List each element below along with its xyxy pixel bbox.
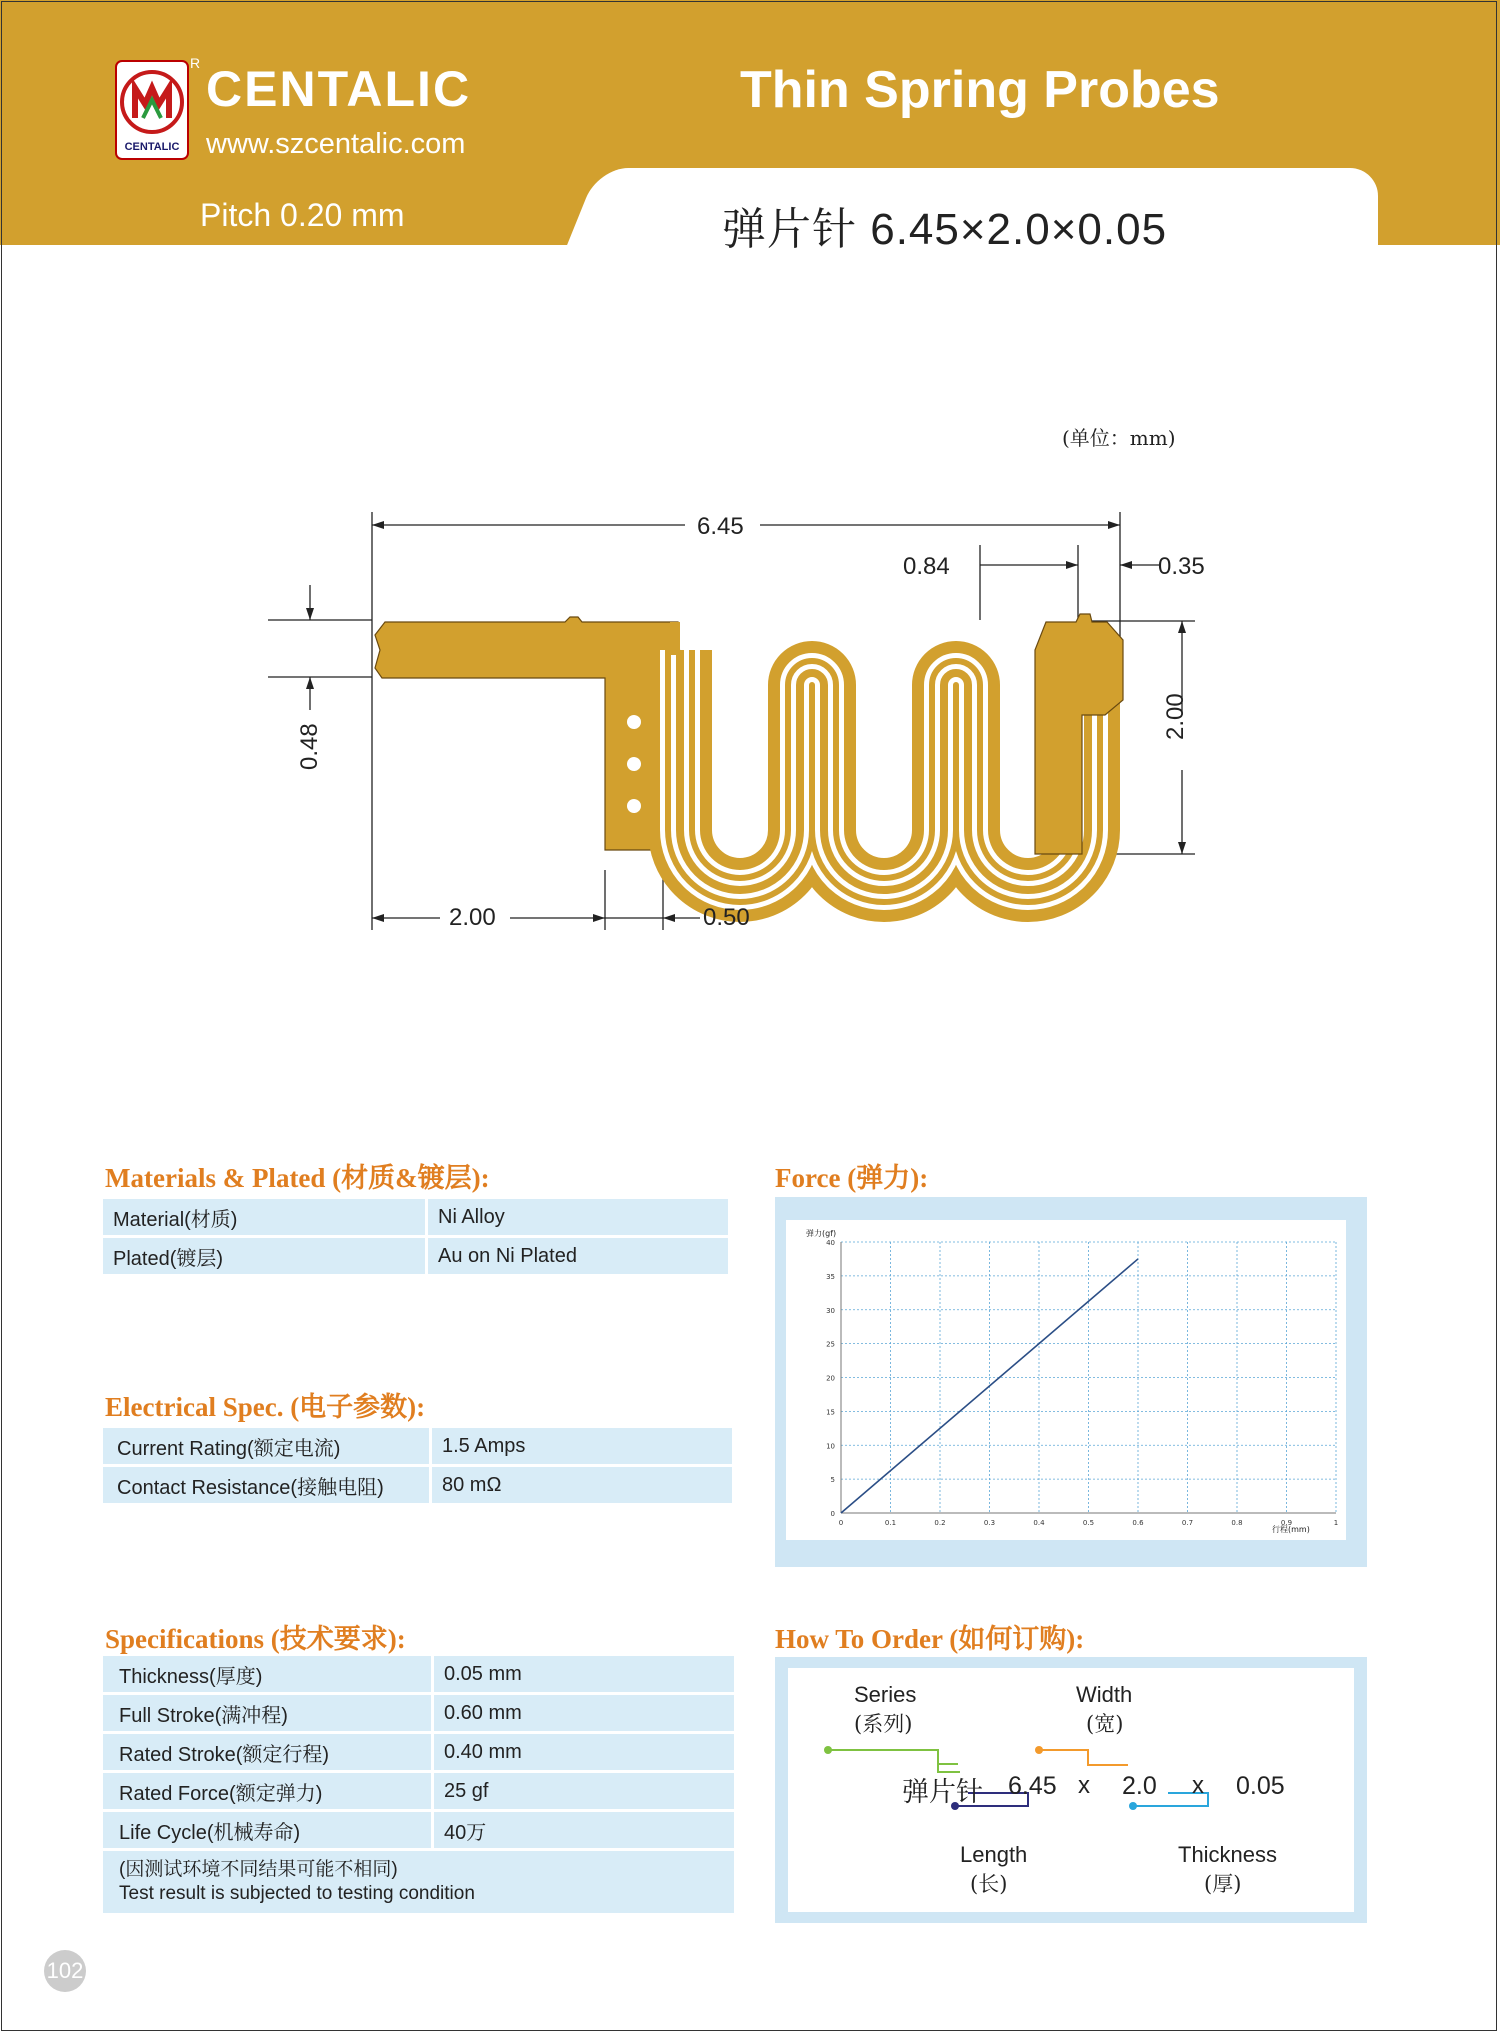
length-label: Length: [960, 1842, 1028, 1867]
page-number: 102: [44, 1950, 86, 1992]
width-label-cn: (宽): [1086, 1712, 1124, 1736]
force-heading: Force (弹力):: [775, 1163, 929, 1193]
dim-tail-height: 0.48: [296, 723, 323, 770]
x-tick-label: 1: [1333, 1519, 1339, 1527]
test-note-en: Test result is subjected to testing condition: [119, 1883, 475, 1904]
x-tick-label: 0.3: [983, 1519, 996, 1527]
y-tick-label: 15: [826, 1408, 835, 1417]
pitch-label: Pitch 0.20 mm: [200, 197, 405, 233]
specifications-heading: Specifications (技术要求):: [105, 1624, 406, 1654]
page-title: Thin Spring Probes: [740, 61, 1220, 119]
thickness-label: Thickness: [1178, 1842, 1278, 1867]
row-value: 0.60 mm: [431, 1695, 734, 1731]
dim-tail-width: 0.50: [703, 904, 750, 931]
x-tick-label: 0.9: [1280, 1519, 1293, 1527]
logo-text: CENTALIC: [124, 141, 180, 153]
width-label: Width: [1076, 1682, 1133, 1707]
product-name: 弹片针 6.45×2.0×0.05: [722, 205, 1168, 254]
row-label: Rated Stroke(额定行程): [103, 1734, 431, 1770]
y-tick-label: 0: [830, 1510, 835, 1518]
chart-ylabel: 弹力(gf): [806, 1229, 837, 1238]
code-thickness: 0.05: [1236, 1772, 1285, 1800]
x-tick-label: 0.2: [934, 1519, 946, 1527]
row-value: Ni Alloy: [425, 1199, 728, 1235]
thickness-label-cn: (厚): [1204, 1872, 1242, 1896]
row-value: 0.40 mm: [431, 1734, 734, 1770]
dim-total-length: 6.45: [697, 513, 744, 540]
x-tick-label: 0: [838, 1519, 844, 1527]
y-tick-label: 25: [826, 1340, 835, 1349]
x-tick-label: 0.1: [884, 1519, 897, 1527]
y-tick-label: 35: [826, 1272, 835, 1281]
materials-heading: Materials & Plated (材质&镀层):: [105, 1163, 490, 1193]
code-series: 弹片针: [902, 1777, 983, 1807]
dim-tail-length: 2.00: [449, 904, 496, 931]
row-label: Plated(镀层): [103, 1238, 425, 1274]
row-label: Thickness(厚度): [103, 1656, 431, 1692]
code-length: 6.45: [1008, 1772, 1057, 1800]
code-x1: x: [1078, 1772, 1090, 1799]
series-label-cn: (系列): [854, 1712, 913, 1736]
page-border: [1, 1, 1497, 2031]
test-note-cn: (因测试环境不同结果可能不相同): [119, 1859, 398, 1880]
y-tick-label: 30: [826, 1306, 835, 1315]
brand-name: CENTALIC: [206, 61, 472, 117]
registered-mark: R: [190, 55, 201, 71]
y-tick-label: 5: [830, 1476, 835, 1485]
chart-xlabel: 行程(mm): [1272, 1525, 1310, 1534]
x-tick-label: 0.4: [1033, 1519, 1045, 1527]
electrical-heading: Electrical Spec. (电子参数):: [105, 1392, 426, 1422]
x-tick-label: 0.6: [1132, 1519, 1144, 1527]
code-x2: x: [1192, 1772, 1204, 1799]
y-tick-label: 20: [826, 1374, 835, 1383]
row-label: Rated Force(额定弹力): [103, 1773, 431, 1809]
row-label: Current Rating(额定电流): [103, 1428, 429, 1464]
length-label-cn: (长): [970, 1872, 1008, 1896]
x-tick-label: 0.5: [1082, 1519, 1095, 1527]
series-label: Series: [854, 1682, 917, 1707]
row-label: Material(材质): [103, 1199, 425, 1235]
order-heading: How To Order (如何订购):: [775, 1624, 1085, 1654]
code-width: 2.0: [1122, 1772, 1157, 1800]
row-value: 25 gf: [431, 1773, 734, 1809]
dim-tip-step: 0.35: [1158, 553, 1205, 580]
dim-tip-width: 0.84: [903, 553, 950, 580]
y-tick-label: 40: [826, 1239, 835, 1247]
row-value: 1.5 Amps: [429, 1428, 732, 1464]
x-tick-label: 0.8: [1231, 1519, 1243, 1527]
y-tick-label: 10: [826, 1442, 835, 1451]
row-label: Full Stroke(满冲程): [103, 1695, 431, 1731]
row-value: 80 mΩ: [429, 1467, 732, 1503]
website-link[interactable]: www.szcentalic.com: [206, 128, 466, 160]
row-value: Au on Ni Plated: [425, 1238, 728, 1274]
row-value: 0.05 mm: [431, 1656, 734, 1692]
row-label: Life Cycle(机械寿命): [103, 1812, 431, 1848]
row-value: 40万: [431, 1812, 734, 1848]
dim-height: 2.00: [1162, 693, 1189, 740]
row-label: Contact Resistance(接触电阻): [103, 1467, 429, 1503]
x-tick-label: 0.7: [1181, 1519, 1194, 1527]
unit-label: (单位：mm): [1062, 426, 1176, 450]
